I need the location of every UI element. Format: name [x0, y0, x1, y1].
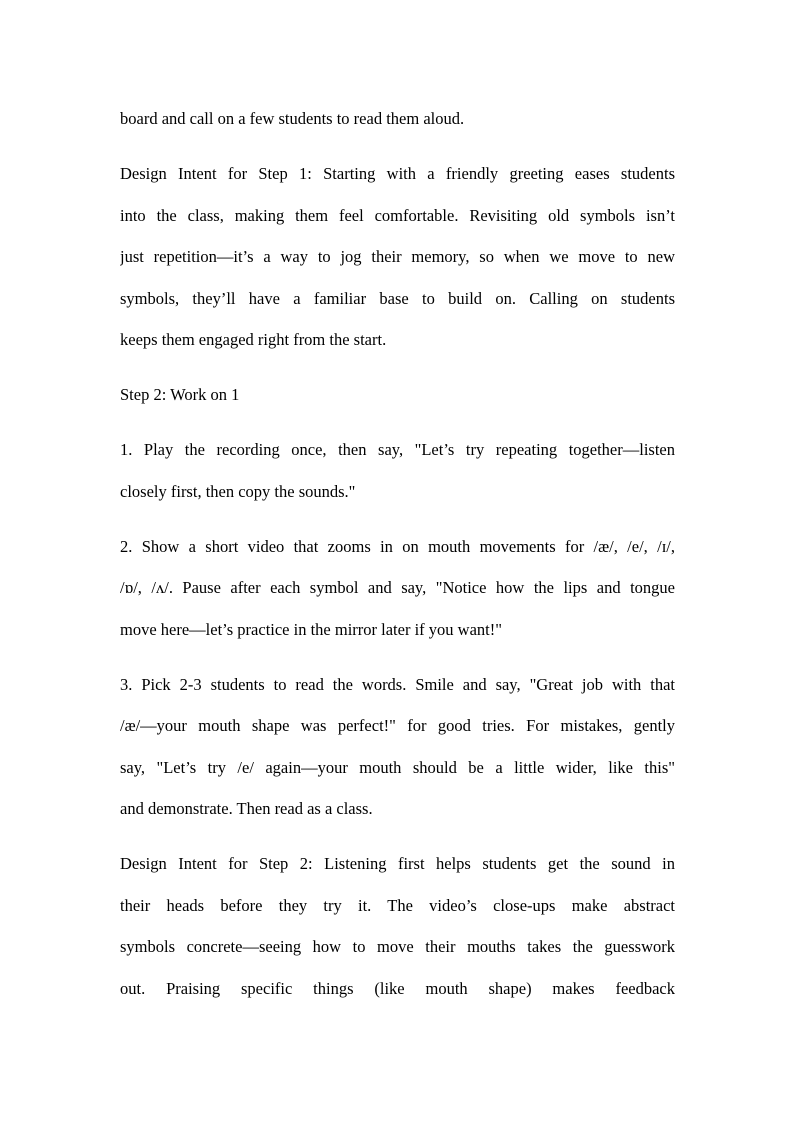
text-line: 3. Pick 2-3 students to read the words. Smile and say, "Great job with that — [120, 674, 675, 694]
text-line: /æ/—your mouth shape was perfect!" for good tries. For mistakes, gently — [120, 716, 675, 735]
list-item-2 — [120, 526, 675, 651]
paragraph-step1-end — [120, 98, 675, 140]
text-line: symbols concrete—seeing how to move their mouths takes the guesswork — [120, 937, 675, 956]
heading-line: Step 2: Work on 1 — [120, 385, 240, 404]
list-item-1 — [120, 429, 675, 512]
text-line: 2. Show a short video that zooms in on mouth movements for /æ/, /e/, /ɪ/, — [120, 536, 675, 556]
text-line: say, "Let’s try /e/ again—your mouth should be a little wider, like this" — [120, 757, 675, 777]
text-line: 1. Play the recording once, then say, "Let’s try repeating together—listen — [120, 440, 675, 459]
text-line: keeps them engaged right from the start. — [120, 330, 387, 349]
text-line: and demonstrate. Then read as a class. — [120, 799, 373, 818]
text-line: /ɒ/, /ʌ/. Pause after each symbol and say, "Notice how the lips and tongue — [120, 578, 675, 597]
text-line: board and call on a few students to read them aloud. — [120, 109, 465, 128]
paragraph-design-intent-step1 — [120, 153, 675, 361]
text-line: into the class, making them feel comfortable. Revisiting old symbols isn’t — [120, 205, 675, 225]
text-line: move here—let’s practice in the mirror later if you want!" — [120, 619, 502, 639]
text-line: Design Intent for Step 2: Listening first helps students get the sound in — [120, 854, 675, 873]
document-body — [120, 98, 675, 1023]
text-line: just repetition—it’s a way to jog their memory, so when we move to new — [120, 247, 675, 266]
text-line: Design Intent for Step 1: Starting with a friendly greeting eases students — [120, 164, 675, 183]
text-line: out. Praising specific things (like mouth shape) makes feedback — [120, 978, 675, 998]
step2-heading — [120, 374, 675, 416]
text-line: symbols, they’ll have a familiar base to build on. Calling on students — [120, 288, 675, 308]
list-item-3 — [120, 664, 675, 830]
text-line: closely first, then copy the sounds." — [120, 481, 356, 501]
paragraph-design-intent-step2 — [120, 843, 675, 1009]
text-line: their heads before they try it. The video’s close-ups make abstract — [120, 895, 675, 915]
